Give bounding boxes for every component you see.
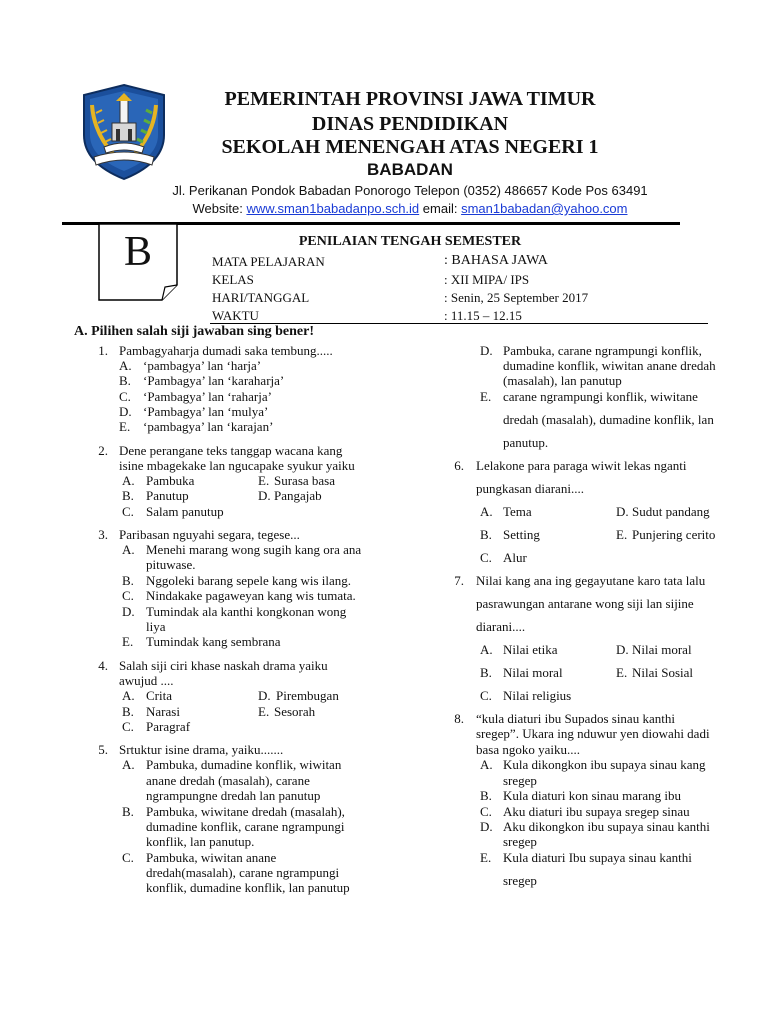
q8-option-b: Kula diaturi kon sinau marang ibu [503, 788, 681, 803]
q2-option-c-letter: C. [122, 504, 134, 519]
q6-option-a: Tema [503, 504, 532, 519]
q8-number: 8. [454, 711, 464, 726]
q5-text: Srtuktur isine drama, yaiku....... [119, 742, 284, 757]
q4-text-2: awujud .... [119, 673, 174, 688]
subject-value: : BAHASA JAWA [444, 253, 548, 268]
header-government: PEMERINTAH PROVINSI JAWA TIMUR [224, 88, 596, 110]
q6-text-1: Lelakone para paraga wiwit lekas nganti [476, 458, 687, 473]
website-link[interactable]: www.sman1babadanpo.sch.id [246, 201, 420, 216]
q2-option-a-letter: A. [122, 473, 135, 488]
time-value: : 11.15 – 12.15 [444, 308, 522, 323]
q1-option-e-letter: E. [119, 419, 131, 434]
q5-option-a-line3: ngrampungne dredah lan panutup [146, 788, 321, 803]
q5-option-d-line1: Pambuka, carane ngrampungi konflik, [503, 343, 702, 358]
q5-number: 5. [98, 742, 108, 757]
q2-option-b-letter: B. [122, 488, 134, 503]
q7-text-3: diarani.... [476, 619, 526, 634]
q2-option-b: Panutup [146, 488, 189, 503]
q4-option-a-letter: A. [122, 688, 135, 703]
q1-option-d-letter: D. [119, 404, 132, 419]
q8-text-1: “kula diaturi ibu Supados sinau kanthi [476, 711, 675, 726]
q3-option-d-line1: Tumindak ala kanthi kongkonan wong [146, 604, 347, 619]
q8-option-b-letter: B. [480, 788, 492, 803]
q2-option-a: Pambuka [146, 473, 195, 488]
q2-option-e-letter: E. [258, 473, 270, 488]
q3-option-b-letter: B. [122, 573, 134, 588]
q5-option-e-line1: carane ngrampungi konflik, wiwitane [503, 389, 698, 404]
q1-option-b: ‘Pambagya’ lan ‘karaharja’ [143, 373, 285, 388]
q4-option-a: Crita [146, 688, 172, 703]
class-value: : XII MIPA/ IPS [444, 272, 530, 287]
q7-option-a: Nilai etika [503, 642, 558, 657]
contact-line [0, 201, 768, 216]
q3-option-e-letter: E. [122, 634, 134, 649]
q7-option-e: Nilai Sosial [632, 665, 694, 680]
q2-option-e: Surasa basa [274, 473, 336, 488]
q5-option-a-line2: anane dredah (masalah), carane [146, 773, 310, 788]
q6-option-b-letter: B. [480, 527, 492, 542]
q2-text-1: Dene perangane teks tanggap wacana kang [119, 443, 343, 458]
q4-option-e: Sesorah [274, 704, 316, 719]
q7-option-b: Nilai moral [503, 665, 563, 680]
q5-option-b-line1: Pambuka, wiwitane dredah (masalah), [146, 804, 345, 819]
q2-option-d: Pangajab [274, 488, 322, 503]
q6-option-b: Setting [503, 527, 540, 542]
q4-option-d: Pirembugan [276, 688, 339, 703]
class-label: KELAS [212, 272, 254, 287]
q1-option-c: ‘Pambagya’ lan ‘raharja’ [143, 389, 272, 404]
exam-title: PENILAIAN TENGAH SEMESTER [298, 234, 522, 249]
email-link[interactable]: sman1babadan@yahoo.com [461, 201, 628, 216]
subject-label: MATA PELAJARAN [212, 254, 325, 269]
q8-option-e-letter: E. [480, 850, 492, 865]
q6-text-2: pungkasan diarani.... [476, 481, 584, 496]
q8-option-a-line1: Kula dikongkon ibu supaya sinau kang [503, 757, 706, 772]
q3-option-c-letter: C. [122, 588, 134, 603]
q1-number: 1. [98, 343, 108, 358]
q4-option-e-letter: E. [258, 704, 270, 719]
q3-option-c: Nindakake pagaweyan kang wis tumata. [146, 588, 356, 603]
q6-option-e: Punjering cerito [632, 527, 716, 542]
q5-option-a-letter: A. [122, 757, 135, 772]
q5-option-e-letter: E. [480, 389, 492, 404]
q8-option-c: Aku diaturi ibu supaya sregep sinau [503, 804, 690, 819]
q3-option-e: Tumindak kang sembrana [146, 634, 281, 649]
header-school-name: SEKOLAH MENENGAH ATAS NEGERI 1 [221, 136, 599, 158]
q6-option-c-letter: C. [480, 550, 492, 565]
q1-option-e: ‘pambagya’ lan ‘karajan’ [143, 419, 274, 434]
q8-option-a-line2: sregep [503, 773, 537, 788]
q2-text-2: isine mbagekake lan ngucapake syukur yaiku [119, 458, 355, 473]
q1-option-d: ‘Pambagya’ lan ‘mulya’ [143, 404, 269, 419]
header-school-location: BABADAN [367, 160, 453, 179]
q8-option-d-line1: Aku dikongkon ibu supaya sinau kanthi [503, 819, 710, 834]
website-label: Website: [192, 201, 247, 216]
school-address: Jl. Perikanan Pondok Babadan Ponorogo Telepon (0352) 486657 Kode Pos 63491 [172, 183, 648, 198]
q3-number: 3. [98, 527, 108, 542]
email-label: email: [419, 201, 462, 216]
q8-option-a-letter: A. [480, 757, 493, 772]
q5-option-b-line3: konflik, lan panutup. [146, 834, 255, 849]
q3-option-a-line2: pituwase. [146, 557, 196, 572]
q2-option-d-letter: D. [258, 488, 271, 503]
q7-option-e-letter: E. [616, 665, 628, 680]
q3-text: Paribasan nguyahi segara, tegese... [119, 527, 300, 542]
q8-text-3: basa ngoko yaiku.... [476, 742, 580, 757]
q3-option-b: Nggoleki barang sepele kang wis ilang. [146, 573, 352, 588]
q8-option-d-line2: sregep [503, 834, 537, 849]
q7-option-c: Nilai religius [503, 688, 572, 703]
q5-option-c-line2: dredah(masalah), carane ngrampungi [146, 865, 340, 880]
q1-option-a-letter: A. [119, 358, 132, 373]
q4-option-c: Paragraf [146, 719, 191, 734]
q7-number: 7. [454, 573, 464, 588]
q8-text-2: sregep”. Ukara ing nduwur yen diowahi dadi [476, 726, 710, 741]
section-a-instruction: A. Pilihen salah siji jawaban sing bener! [74, 324, 314, 339]
q7-option-d: Nilai moral [632, 642, 692, 657]
q4-option-c-letter: C. [122, 719, 134, 734]
date-label: HARI/TANGGAL [212, 290, 310, 305]
q6-option-e-letter: E. [616, 527, 628, 542]
q5-option-b-letter: B. [122, 804, 134, 819]
q5-option-b-line2: dumadine konflik, carane ngrampungi [146, 819, 345, 834]
q8-option-d-letter: D. [480, 819, 493, 834]
q4-option-b: Narasi [146, 704, 180, 719]
q1-option-b-letter: B. [119, 373, 131, 388]
q4-number: 4. [98, 658, 108, 673]
q8-option-e-line1: Kula diaturi Ibu supaya sinau kanthi [503, 850, 692, 865]
q7-text-2: pasrawungan antarane wong siji lan sijine [476, 596, 694, 611]
q7-option-a-letter: A. [480, 642, 493, 657]
q5-option-c-line1: Pambuka, wiwitan anane [146, 850, 277, 865]
q4-option-d-letter: D. [258, 688, 271, 703]
q5-option-d-line3: (masalah), lan panutup [503, 373, 622, 388]
q7-option-c-letter: C. [480, 688, 492, 703]
q4-option-b-letter: B. [122, 704, 134, 719]
q5-option-e-line3: panutup. [503, 435, 549, 450]
q3-option-d-line2: liya [146, 619, 166, 634]
q5-option-a-line1: Pambuka, dumadine konflik, wiwitan [146, 757, 342, 772]
q2-number: 2. [98, 443, 108, 458]
q5-option-c-letter: C. [122, 850, 134, 865]
q8-option-e-line2: sregep [503, 873, 537, 888]
package-label: B [123, 229, 152, 275]
q2-text-line1 [119, 443, 384, 458]
q1-option-a: ‘pambagya’ lan ‘harja’ [143, 358, 262, 373]
q1-text: Pambagyaharja dumadi saka tembung..... [119, 343, 333, 358]
q7-option-d-letter: D. [616, 642, 629, 657]
q2-option-c: Salam panutup [146, 504, 224, 519]
time-label: WAKTU [212, 308, 259, 323]
q7-option-b-letter: B. [480, 665, 492, 680]
q5-option-d-letter: D. [480, 343, 493, 358]
q6-number: 6. [454, 458, 464, 473]
q7-text-1: Nilai kang ana ing gegayutane karo tata lalu [476, 573, 706, 588]
q6-option-d: Sudut pandang [632, 504, 710, 519]
q3-option-a-letter: A. [122, 542, 135, 557]
q5-option-e-line2: dredah (masalah), dumadine konflik, lan [503, 412, 714, 427]
q1-option-c-letter: C. [119, 389, 131, 404]
date-value: : Senin, 25 September 2017 [444, 290, 589, 305]
q6-option-d-letter: D. [616, 504, 629, 519]
q3-option-a-line1: Menehi marang wong sugih kang ora ana [146, 542, 362, 557]
q6-option-c: Alur [503, 550, 527, 565]
q6-option-a-letter: A. [480, 504, 493, 519]
q8-option-c-letter: C. [480, 804, 492, 819]
q4-text-1: Salah siji ciri khase naskah drama yaiku [119, 658, 328, 673]
q3-option-d-letter: D. [122, 604, 135, 619]
q5-option-c-line3: konflik, dumadine konflik, lan panutup [146, 880, 350, 895]
header-department: DINAS PENDIDIKAN [311, 113, 509, 135]
q5-option-d-line2: dumadine konflik, wiwitan anane dredah [503, 358, 716, 373]
